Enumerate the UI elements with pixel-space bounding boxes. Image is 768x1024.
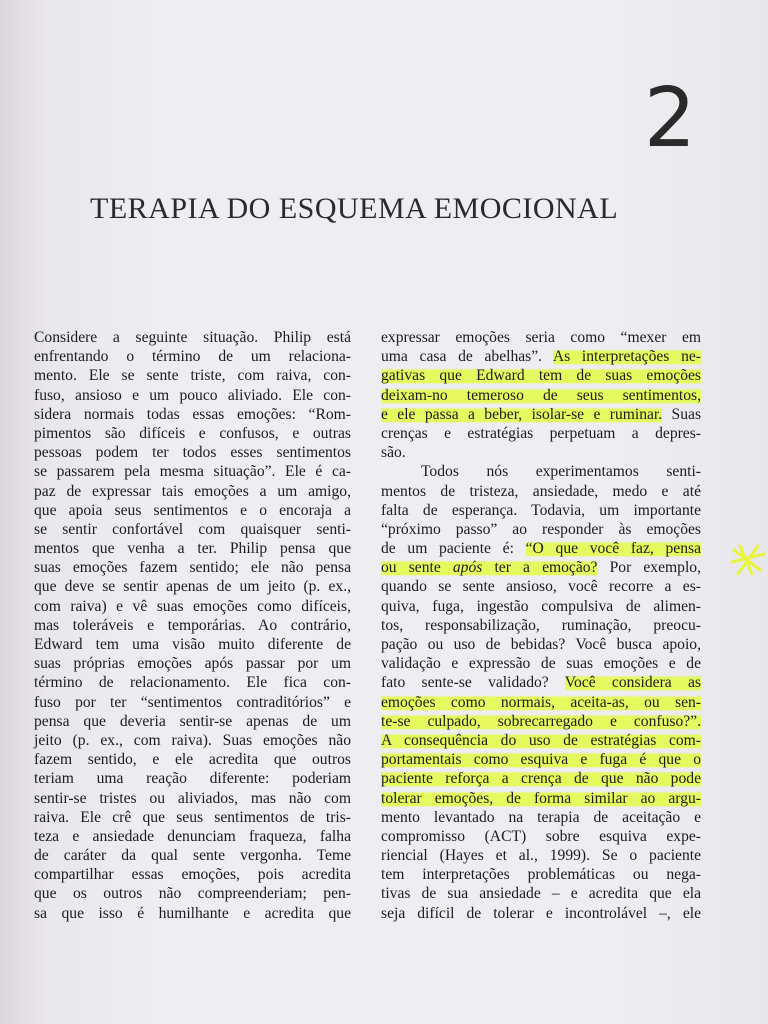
text-line: quando se sente ansioso, você recorre a es-: [381, 578, 701, 596]
highlighted-text: A consequência do uso de estratégias com-: [381, 731, 701, 749]
text-line: jeito (p. ex., com raiva). Suas emoções não: [34, 731, 351, 749]
text-line: [381, 789, 701, 808]
text-line: compartilhar essas emoções, pois acredita: [34, 866, 351, 884]
text-line: tos, responsabilização, ruminação, preocu-: [381, 616, 701, 634]
text-line: sidera normais todas essas emoções: “Rom-: [34, 405, 351, 423]
text-line: mento levantado na terapia de aceitação e: [381, 808, 701, 826]
left-column: [34, 328, 351, 923]
highlighted-text: e ele passa a beber, isolar-se e ruminar.: [381, 405, 663, 423]
text-line: teza e ansiedade denunciam fraqueza, falha: [34, 827, 351, 845]
text-line: “próximo passo” ao responder às emoções: [381, 520, 701, 538]
text-line: enfrentando o término de um relaciona-: [34, 348, 351, 366]
text-line: mentos que venha a ter. Philip pensa que: [34, 540, 351, 558]
text-line: validação e expressão de suas emoções e de: [381, 655, 701, 673]
star-doodle-icon: [728, 540, 768, 580]
text-line: tem interpretações problemáticas ou nega-: [381, 866, 701, 884]
text-line: [381, 405, 701, 424]
text-fragment: ter a emoção?: [482, 559, 598, 577]
text-line: paz de expressar tais emoções a um amigo,: [34, 482, 351, 500]
text-line: mentos de tristeza, ansiedade, medo e até: [381, 482, 701, 500]
text-line: [381, 769, 701, 788]
chapter-title: TERAPIA DO ESQUEMA EMOCIONAL: [90, 192, 619, 225]
text-line: [381, 731, 701, 750]
highlighted-text: emoções como normais, aceita-as, ou sen-: [381, 693, 701, 711]
chapter-number: 2: [643, 71, 696, 166]
text-line: seja difícil de tolerar e incontrolável –, ele: [381, 904, 701, 922]
text-line: tivas de sua ansiedade – e acredita que ela: [381, 885, 701, 903]
text-line: [381, 712, 701, 731]
highlighted-text: As interpretações ne-: [552, 348, 701, 366]
text-line: suas próprias emoções após passar por um: [34, 655, 351, 673]
text-line: com raiva) e vê suas emoções como difíceis,: [34, 597, 351, 615]
highlighted-text: paciente reforça a crença de que não pode: [381, 770, 701, 788]
text-fragment: ou sente: [381, 559, 453, 577]
text-line: Considere a seguinte situação. Philip está: [34, 329, 351, 346]
text-line: pimentos são difíceis e confusos, e outras: [34, 424, 351, 442]
text-line: que apoia seus sentimentos e o encoraja a: [34, 501, 351, 519]
text-line: fuso, ansioso e um pouco aliviado. Ele con-: [34, 386, 351, 404]
text-line: pensa que deveria sentir-se apenas de um: [34, 712, 351, 730]
text-fragment: fato sente-se validado?: [381, 674, 565, 692]
highlighted-text: portamentais como esquiva e fuga é que o: [381, 751, 701, 769]
text-line: compromisso (ACT) sobre esquiva expe-: [381, 827, 701, 845]
text-line: crenças e estratégias perpetuam a depres-: [381, 424, 701, 442]
text-fragment: Por exemplo,: [597, 559, 701, 577]
text-line: [381, 539, 701, 558]
text-line: mas toleráveis e temporárias. Ao contrário,: [34, 616, 351, 634]
text-line: quiva, fuga, ingestão compulsiva de alimen-: [381, 597, 701, 615]
text-line: fuso por ter “sentimentos contraditórios” e: [34, 693, 351, 711]
text-line: que os outros não compreenderiam; pen-: [34, 885, 351, 903]
text-line: teriam uma reação diferente: poderiam: [34, 770, 351, 788]
text-fragment: Suas: [662, 405, 702, 423]
text-fragment: de um paciente é:: [381, 540, 526, 558]
text-line: [381, 558, 701, 577]
text-line: sa que isso é humilhante e acredita que: [34, 904, 351, 922]
text-fragment: uma casa de abelhas”.: [381, 348, 553, 366]
right-column: [381, 328, 701, 923]
highlighted-text: gativas que Edward tem de suas emoções: [381, 367, 701, 385]
highlighted-text: Você considera as: [564, 674, 701, 692]
emphasis-text: após: [452, 559, 483, 577]
highlighted-text: [381, 559, 597, 576]
text-line: se passarem pela mesma situação”. Ele é ca-: [34, 463, 351, 481]
text-line: término de relacionamento. Ele fica con-: [34, 674, 351, 692]
text-line: Edward tem uma visão muito diferente de: [34, 636, 351, 653]
text-line: [381, 673, 701, 692]
text-line: [381, 750, 701, 769]
text-line: [381, 693, 701, 712]
highlighted-text: te-se culpado, sobrecarregado e confuso?”.: [381, 712, 701, 730]
text-line: riencial (Hayes et al., 1999). Se o paciente: [381, 847, 701, 865]
text-line: pessoas podem ter todos esses sentimentos: [34, 444, 351, 462]
text-line: pação ou uso de bebidas? Você busca apoio,: [381, 636, 701, 653]
highlighted-text: deixam-no temeroso de seus sentimentos,: [381, 386, 701, 404]
text-line: falta de esperança. Todavia, um importante: [381, 501, 701, 519]
text-line: [381, 386, 701, 405]
highlighted-text: “O que você faz, pensa: [525, 540, 702, 558]
text-line: mento. Ele se sente triste, com raiva, con-: [34, 367, 351, 385]
text-line: que deve se sentir apenas de um jeito (p. ex.,: [34, 578, 351, 596]
text-line: [381, 366, 701, 385]
text-line: [381, 347, 701, 366]
text-line: se sentir confortável com quaisquer senti-: [34, 520, 351, 538]
highlighted-text: tolerar emoções, de forma similar ao argu-: [381, 789, 701, 807]
text-line: são.: [381, 444, 406, 462]
text-line: fazem sentido, e ele acredita que outros: [34, 751, 351, 769]
text-line: raiva. Ele crê que seus sentimentos de tris-: [34, 808, 351, 826]
text-line: Todos nós experimentamos senti-: [421, 463, 701, 481]
text-line: expressar emoções seria como “mexer em: [381, 329, 701, 346]
text-line: de caráter da qual sente vergonha. Teme: [34, 847, 351, 865]
text-line: sentir-se tristes ou aliviados, mas não com: [34, 789, 351, 807]
text-line: suas emoções fazem sentido; ele não pensa: [34, 559, 351, 577]
